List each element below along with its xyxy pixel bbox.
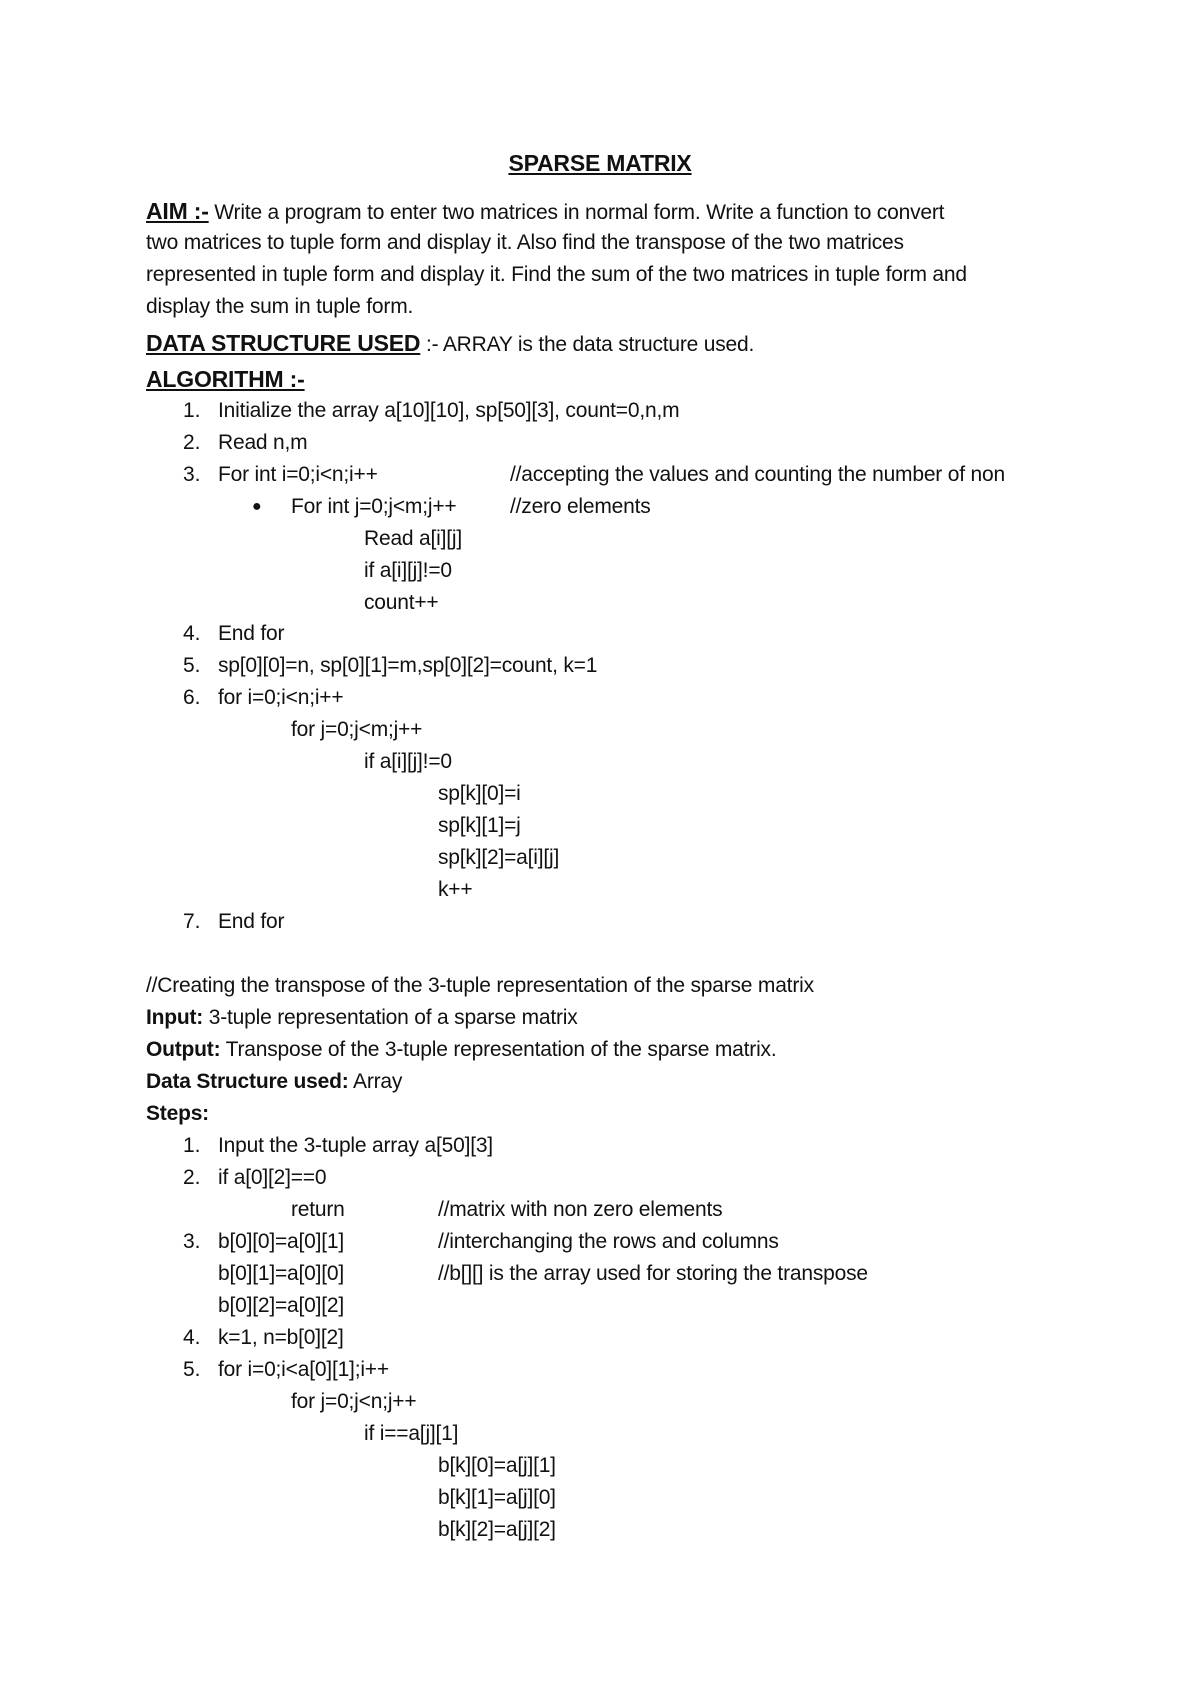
algo-inner-loop: For int j=0;j<m;j++ xyxy=(291,495,457,518)
transpose-step-2: if a[0][2]==0 xyxy=(218,1166,327,1189)
ds-label: Data Structure used: xyxy=(146,1070,349,1093)
algo-step-3: For int i=0;i<n;i++ xyxy=(218,463,378,486)
data-structure-line xyxy=(146,330,754,358)
algo-assign-row: sp[k][0]=i xyxy=(438,782,521,805)
output-text: Transpose of the 3-tuple representation of the sparse matrix. xyxy=(220,1038,777,1061)
transpose-step-number: 5. xyxy=(183,1358,201,1381)
transpose-ds xyxy=(146,1069,402,1095)
aim-line-3: represented in tuple form and display it. Find the sum of the two matrices in tuple form and xyxy=(146,263,967,286)
transpose-comment: //Creating the transpose of the 3-tuple representation of the sparse matrix xyxy=(146,974,814,997)
input-label: Input: xyxy=(146,1006,204,1029)
algo-step-number: 7. xyxy=(183,910,201,933)
algo-assign-val: sp[k][2]=a[i][j] xyxy=(438,846,560,869)
transpose-step-4: k=1, n=b[0][2] xyxy=(218,1326,344,1349)
transpose-return: return xyxy=(291,1198,345,1221)
transpose-step-number: 4. xyxy=(183,1326,201,1349)
transpose-for-j: for j=0;j<n;j++ xyxy=(291,1390,417,1413)
aim-text-1: Write a program to enter two matrices in normal form. Write a function to convert xyxy=(208,201,945,224)
algo-for-j: for j=0;j<m;j++ xyxy=(291,718,423,741)
algo-comment-counting: //accepting the values and counting the number of non xyxy=(510,463,1005,486)
transpose-step-5: for i=0;i<a[0][1];i++ xyxy=(218,1358,389,1381)
data-structure-label: DATA STRUCTURE USED xyxy=(146,330,421,356)
transpose-step-3: b[0][0]=a[0][1] xyxy=(218,1230,345,1253)
aim-line-1 xyxy=(146,198,944,226)
transpose-assign-1: b[k][1]=a[j][0] xyxy=(438,1486,556,1509)
algo-k-increment: k++ xyxy=(438,878,473,901)
transpose-step-number: 2. xyxy=(183,1166,201,1189)
algo-if-nonzero: if a[i][j]!=0 xyxy=(364,559,452,582)
bullet-icon: ● xyxy=(252,498,262,515)
algo-count: count++ xyxy=(364,591,439,614)
transpose-step-number: 3. xyxy=(183,1230,201,1253)
algo-step-number: 1. xyxy=(183,399,201,422)
aim-line-2: two matrices to tuple form and display it. Also find the transpose of the two matrices xyxy=(146,231,904,254)
algo-read: Read a[i][j] xyxy=(364,527,462,550)
transpose-step-number: 1. xyxy=(183,1134,201,1157)
input-text: 3-tuple representation of a sparse matrix xyxy=(203,1006,578,1029)
algo-step-number: 6. xyxy=(183,686,201,709)
transpose-step-1: Input the 3-tuple array a[50][3] xyxy=(218,1134,493,1157)
algo-assign-col: sp[k][1]=j xyxy=(438,814,521,837)
algorithm-heading: ALGORITHM :- xyxy=(146,366,305,392)
algo-step-5: sp[0][0]=n, sp[0][1]=m,sp[0][2]=count, k=1 xyxy=(218,654,598,677)
transpose-comment-interchange: //interchanging the rows and columns xyxy=(438,1230,779,1253)
algo-step-2: Read n,m xyxy=(218,431,308,454)
transpose-assign-2: b[k][2]=a[j][2] xyxy=(438,1518,556,1541)
algo-step-number: 4. xyxy=(183,622,201,645)
transpose-step-3b: b[0][1]=a[0][0] xyxy=(218,1262,345,1285)
aim-line-4: display the sum in tuple form. xyxy=(146,295,414,318)
algo-step-number: 5. xyxy=(183,654,201,677)
ds-text: Array xyxy=(348,1070,403,1093)
output-label: Output: xyxy=(146,1038,221,1061)
algo-comment-zero: //zero elements xyxy=(510,495,651,518)
transpose-if: if i==a[j][1] xyxy=(364,1422,459,1445)
algo-step-7: End for xyxy=(218,910,285,933)
algo-if-nonzero-2: if a[i][j]!=0 xyxy=(364,750,452,773)
transpose-output xyxy=(146,1037,776,1063)
page-title: SPARSE MATRIX xyxy=(508,150,692,176)
steps-label: Steps: xyxy=(146,1102,209,1125)
transpose-input xyxy=(146,1005,578,1031)
aim-label: AIM :- xyxy=(146,198,209,224)
transpose-comment-storage: //b[][] is the array used for storing the transpose xyxy=(438,1262,868,1285)
algo-step-number: 2. xyxy=(183,431,201,454)
algo-step-number: 3. xyxy=(183,463,201,486)
transpose-step-3c: b[0][2]=a[0][2] xyxy=(218,1294,345,1317)
data-structure-text: :- ARRAY is the data structure used. xyxy=(420,333,755,356)
algo-step-4: End for xyxy=(218,622,285,645)
transpose-assign-0: b[k][0]=a[j][1] xyxy=(438,1454,556,1477)
transpose-comment-nonzero: //matrix with non zero elements xyxy=(438,1198,723,1221)
algo-step-6: for i=0;i<n;i++ xyxy=(218,686,344,709)
algo-step-1: Initialize the array a[10][10], sp[50][3], count=0,n,m xyxy=(218,399,680,422)
